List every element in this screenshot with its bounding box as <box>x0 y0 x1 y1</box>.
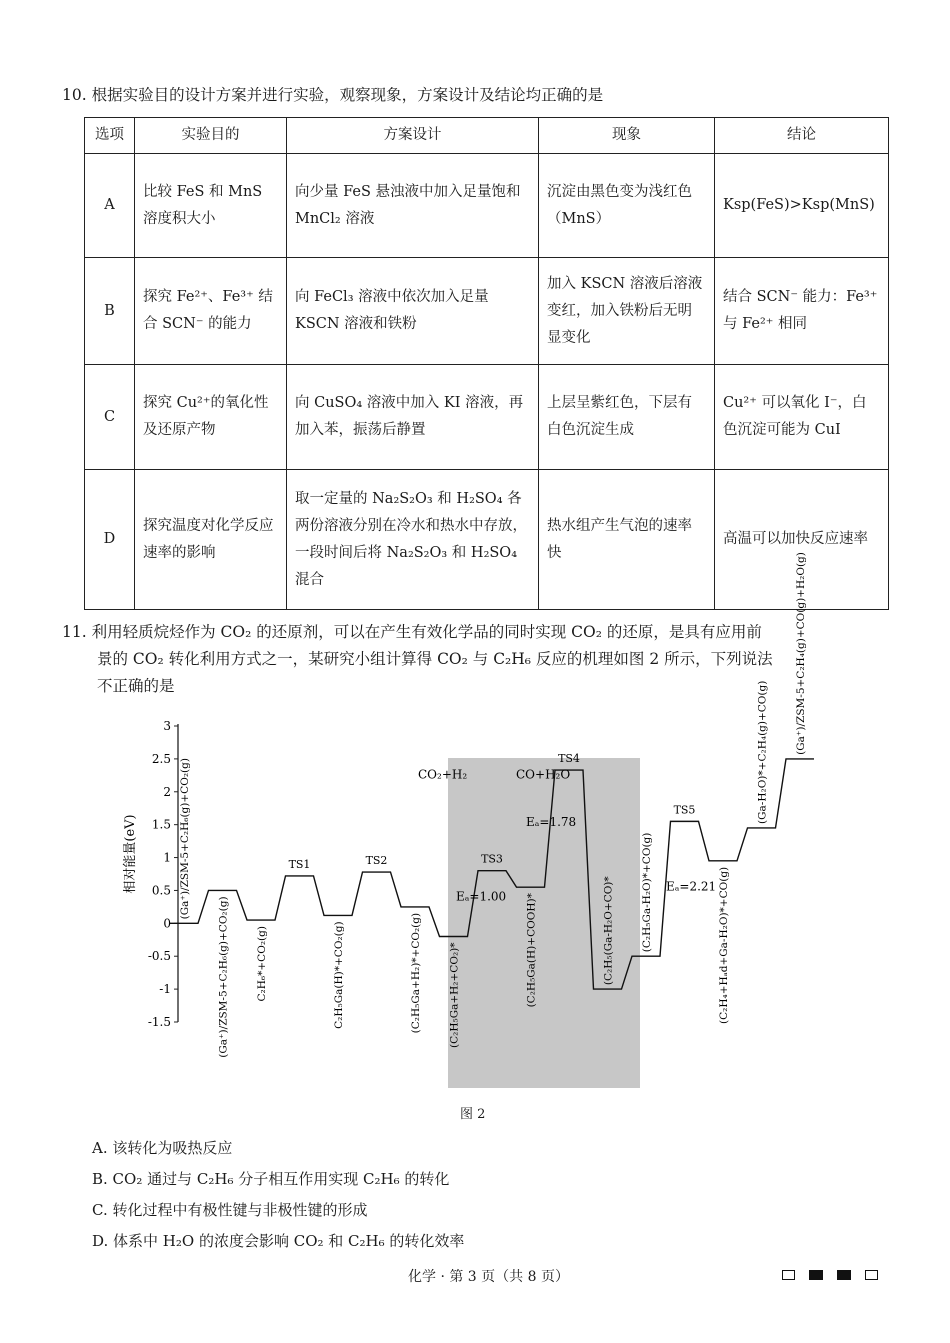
registration-mark <box>837 1270 851 1280</box>
row-option: A <box>85 154 135 258</box>
y-tick-label: -1.5 <box>147 1015 171 1029</box>
experiment-table <box>84 117 889 610</box>
energy-annotation: Eₐ=1.78 <box>526 814 577 829</box>
option-c: C. 转化过程中有极性键与非极性键的形成 <box>92 1201 368 1219</box>
registration-mark <box>809 1270 823 1280</box>
header-phenomenon: 现象 <box>539 118 715 154</box>
state-label: (Ga⁺)/ZSM-5+C₂H₆(g)+CO₂(g) <box>179 758 191 920</box>
row-phenomenon: 沉淀由黑色变为浅红色（MnS） <box>539 154 715 258</box>
y-tick-label: 2.5 <box>151 751 171 766</box>
row-purpose: 探究 Fe²⁺、Fe³⁺ 结合 SCN⁻ 的能力 <box>135 258 287 365</box>
y-tick-label: 1 <box>163 850 171 865</box>
y-tick-label: 1.5 <box>151 817 171 832</box>
row-design: 向少量 FeS 悬浊液中加入足量饱和 MnCl₂ 溶液 <box>287 154 539 258</box>
y-tick-label: 3 <box>163 719 171 733</box>
row-design: 向 CuSO₄ 溶液中加入 KI 溶液，再加入苯，振荡后静置 <box>287 365 539 470</box>
table-row <box>85 154 889 258</box>
state-label: (C₂H₄+Hₐd+Ga-H₂O)*+CO(g) <box>718 866 730 1024</box>
energy-annotation: Eₐ=2.21 <box>666 879 717 894</box>
transition-state-label: TS5 <box>673 803 696 817</box>
table-row <box>85 365 889 470</box>
row-purpose: 探究 Cu²⁺的氧化性及还原产物 <box>135 365 287 470</box>
table-header-row <box>85 118 889 154</box>
y-tick-label: -0.5 <box>147 949 171 964</box>
state-label: (C₂H₅Ga+H₂+CO₂)* <box>448 942 461 1049</box>
option-b: B. CO₂ 通过与 C₂H₆ 分子相互作用实现 C₂H₆ 的转化 <box>92 1170 450 1188</box>
state-label: (Ga⁺)/ZSM-5+C₂H₄(g)+CO(g)+H₂O(g) <box>795 552 807 755</box>
row-design: 向 FeCl₃ 溶液中依次加入足量 KSCN 溶液和铁粉 <box>287 258 539 365</box>
y-axis-label: 相对能量(eV) <box>123 814 138 894</box>
option-a: A. 该转化为吸热反应 <box>92 1139 233 1157</box>
state-label: C₂H₆*+CO₂(g) <box>256 926 268 1002</box>
y-tick-label: 2 <box>163 784 171 799</box>
y-tick-label: 0.5 <box>151 883 171 898</box>
page-footer: 化学 · 第 3 页（共 8 页） <box>408 1269 569 1285</box>
energy-annotation: CO+H₂O <box>516 767 571 782</box>
transition-state-label: TS1 <box>288 857 311 871</box>
state-label: (C₂H₅(Ga-H₂O+CO)* <box>602 876 615 986</box>
transition-state-label: TS4 <box>558 752 580 766</box>
scan-marks <box>782 1270 878 1280</box>
header-conclusion: 结论 <box>715 118 889 154</box>
figure-caption: 图 2 <box>460 1107 486 1122</box>
stem-line: 景的 CO₂ 转化利用方式之一，某研究小组计算得 CO₂ 与 C₂H₆ 反应的机理如图 2 所示，下列说法 <box>97 650 773 668</box>
option-d: D. 体系中 H₂O 的浓度会影响 CO₂ 和 C₂H₆ 的转化效率 <box>92 1232 465 1250</box>
row-conclusion: 高温可以加快反应速率 <box>715 470 889 610</box>
header-option: 选项 <box>85 118 135 154</box>
y-tick-label: 0 <box>163 916 171 931</box>
table-row <box>85 470 889 610</box>
state-label: (C₂H₅Ga+H₂)*+CO₂(g) <box>410 912 422 1034</box>
table-row <box>85 258 889 365</box>
answer-options <box>92 1133 464 1257</box>
question-10-stem: 10. 根据实验目的设计方案并进行实验，观察现象，方案设计及结论均正确的是 <box>62 86 604 104</box>
row-design: 取一定量的 Na₂S₂O₃ 和 H₂SO₄ 各两份溶液分别在冷水和热水中存放，一段时间后将 Na₂S₂O₃ 和 H₂SO₄ 混合 <box>287 470 539 610</box>
header-design: 方案设计 <box>287 118 539 154</box>
transition-state-label: TS2 <box>365 854 388 868</box>
row-conclusion: Cu²⁺ 可以氧化 I⁻，白色沉淀可能为 CuI <box>715 365 889 470</box>
row-purpose: 探究温度对化学反应速率的影响 <box>135 470 287 610</box>
row-phenomenon: 上层呈紫红色，下层有白色沉淀生成 <box>539 365 715 470</box>
transition-state-label: TS3 <box>481 852 503 866</box>
stem-line: 不正确的是 <box>97 677 175 695</box>
state-label: (Ga⁺)/ZSM-5+C₂H₆(g)+CO₂(g) <box>217 896 230 1058</box>
state-label: (C₂H₅Ga(H)+COOH)* <box>525 893 538 1008</box>
state-label: (C₂H₅Ga-H₂O)*+CO(g) <box>641 832 653 953</box>
row-conclusion: 结合 SCN⁻ 能力：Fe³⁺ 与 Fe²⁺ 相同 <box>715 258 889 365</box>
energy-annotation: Eₐ=1.00 <box>456 889 507 904</box>
row-option: D <box>85 470 135 610</box>
registration-mark <box>865 1270 878 1280</box>
header-purpose: 实验目的 <box>135 118 287 154</box>
state-label: (Ga-H₂O)*+C₂H₄(g)+CO(g) <box>756 680 769 824</box>
energy-annotation: CO₂+H₂ <box>418 767 468 782</box>
y-tick-label: -1 <box>159 982 171 997</box>
stem-line: 11. 利用轻质烷烃作为 CO₂ 的还原剂，可以在产生有效化学品的同时实现 CO₂ 的还原，是具有应用前 <box>62 623 762 641</box>
row-conclusion: Ksp(FeS)>Ksp(MnS) <box>715 154 889 258</box>
state-label: C₂H₅Ga(H)*+CO₂(g) <box>333 921 345 1029</box>
row-purpose: 比较 FeS 和 MnS 溶度积大小 <box>135 154 287 258</box>
row-option: C <box>85 365 135 470</box>
registration-mark <box>782 1270 795 1280</box>
row-phenomenon: 热水组产生气泡的速率快 <box>539 470 715 610</box>
row-phenomenon: 加入 KSCN 溶液后溶液变红，加入铁粉后无明显变化 <box>539 258 715 365</box>
row-option: B <box>85 258 135 365</box>
